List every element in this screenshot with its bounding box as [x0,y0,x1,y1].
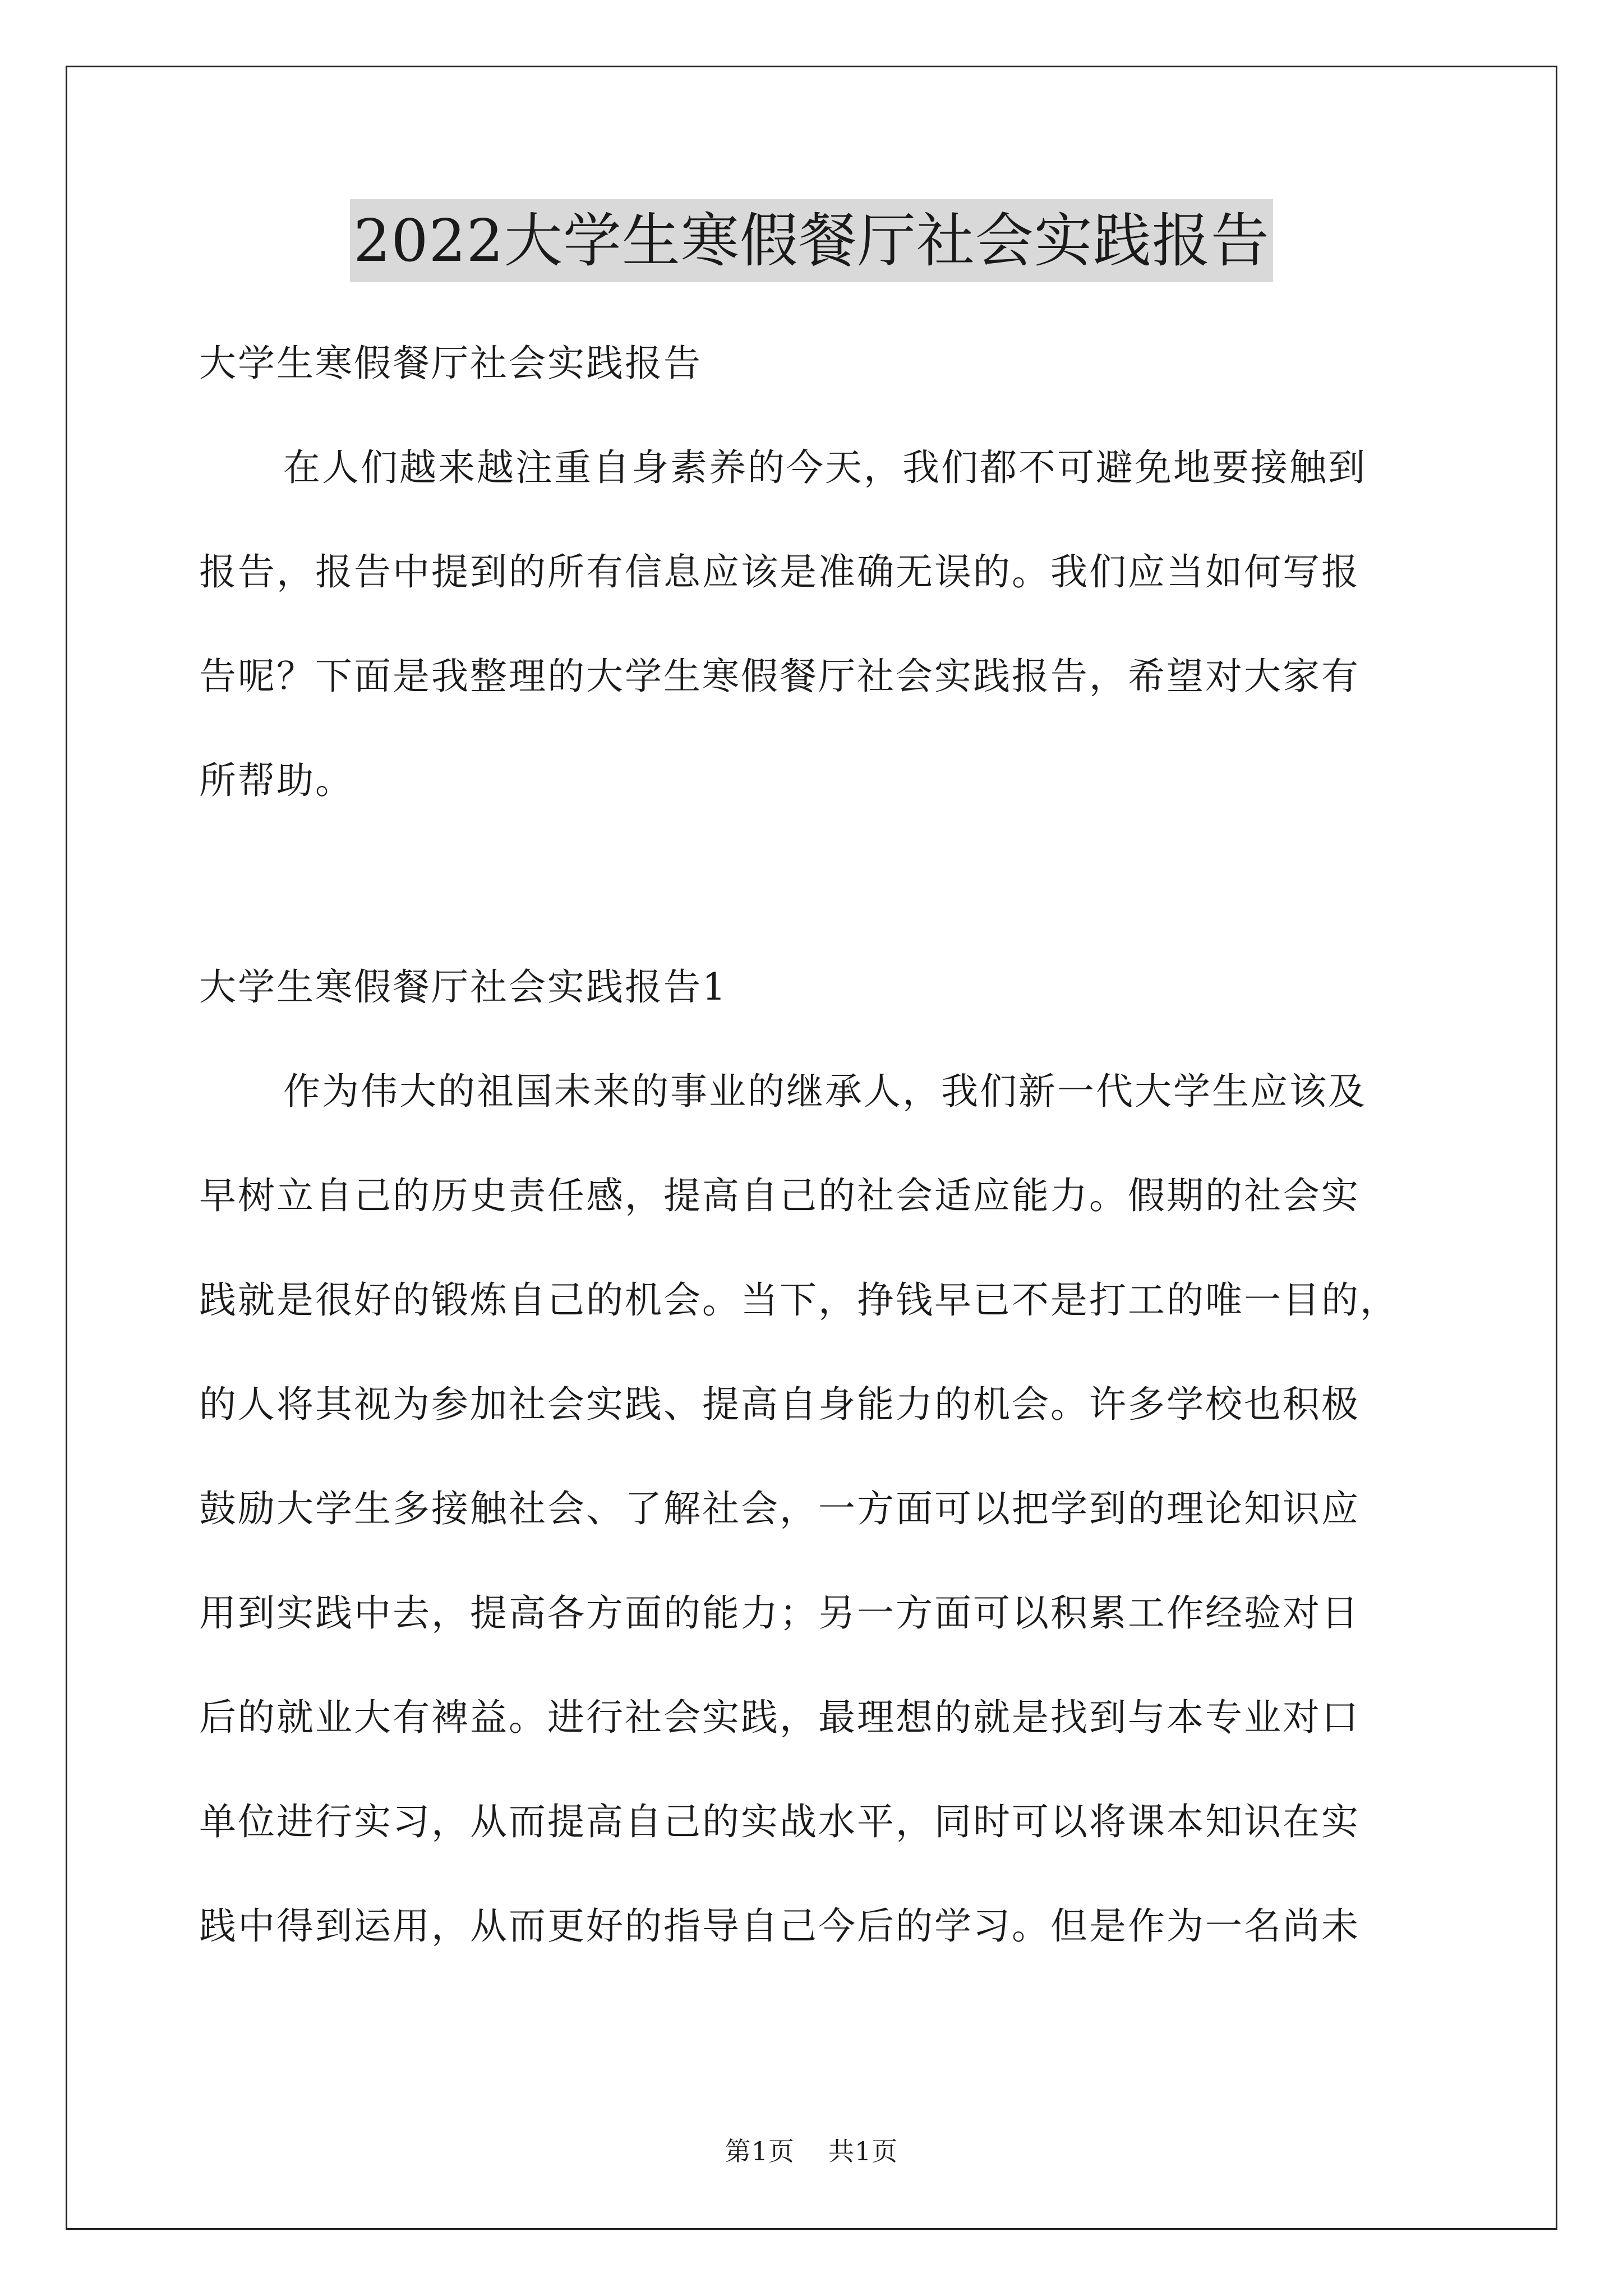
section-intro [199,311,1455,833]
document-title: 2022大学生寒假餐厅社会实践报告 [350,199,1273,282]
paragraph-line: 报告，报告中提到的所有信息应该是准确无误的。我们应当如何写报 [199,550,1360,593]
page-footer [0,2134,1623,2168]
paragraph-line: 所帮助。 [199,759,354,802]
paragraph-line: 后的就业大有裨益。进行社会实践，最理想的就是找到与本专业对口 [199,1696,1360,1739]
paragraph-line: 践就是很好的锻炼自己的机会。当下，挣钱早已不是打工的唯一目的， [199,1278,1399,1322]
paragraph-line: 用到实践中去，提高各方面的能力；另一方面可以积累工作经验对日 [199,1591,1360,1635]
page-number-current: 第1页 [725,2136,795,2166]
paragraph-line: 践中得到运用，从而更好的指导自己今后的学习。但是作为一名尚未 [199,1904,1360,1948]
subtitle-heading: 大学生寒假餐厅社会实践报告 [199,342,702,385]
paragraph-line: 的人将其视为参加社会实践、提高自身能力的机会。许多学校也积极 [199,1383,1360,1426]
paragraph-line: 鼓励大学生多接触社会、了解社会，一方面可以把学到的理论知识应 [199,1487,1360,1530]
section-heading: 大学生寒假餐厅社会实践报告1 [199,965,727,1009]
section-report-1 [199,935,1455,1978]
page-number-total: 共1页 [828,2136,898,2166]
paragraph-line: 在人们越来越注重自身素养的今天，我们都不可避免地要接触到 [283,446,1367,489]
title-wrap [0,199,1623,282]
paragraph-line: 告呢？下面是我整理的大学生寒假餐厅社会实践报告，希望对大家有 [199,655,1360,698]
paragraph-line: 作为伟大的祖国未来的事业的继承人，我们新一代大学生应该及 [283,1070,1367,1113]
paragraph-line: 早树立自己的历史责任感，提高自己的社会适应能力。假期的社会实 [199,1174,1360,1217]
paragraph-line: 单位进行实习，从而提高自己的实战水平，同时可以将课本知识在实 [199,1800,1360,1843]
